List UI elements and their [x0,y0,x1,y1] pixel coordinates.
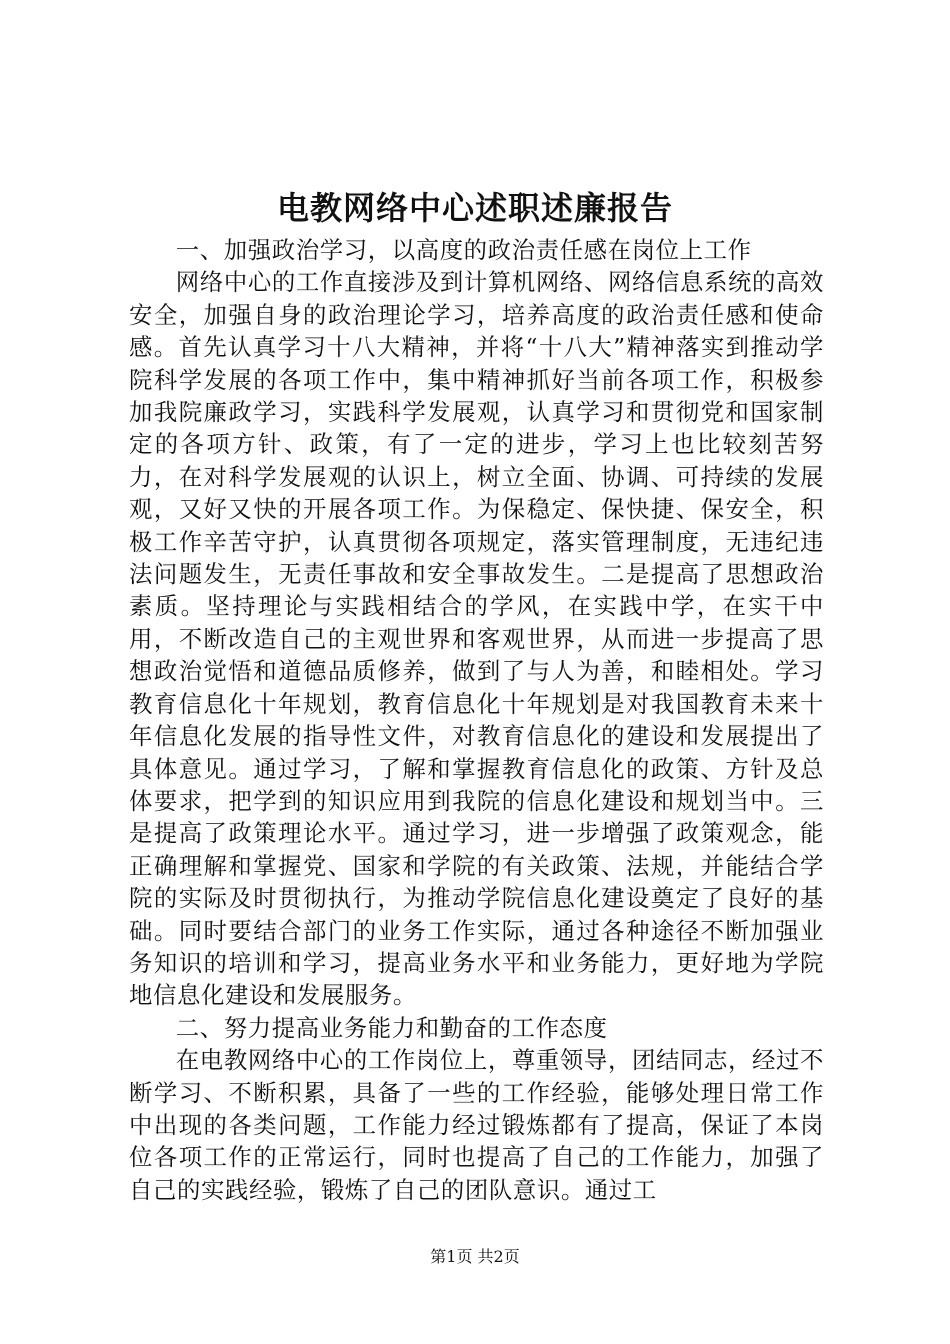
document-body [129,234,824,1206]
section-heading-1: 一、加强政治学习，以高度的政治责任感在岗位上工作 [175,236,752,264]
paragraph-2: 在电教网络中心的工作岗位上，尊重领导，团结同志，经过不断学习、不断积累，具备了一些的工作经验，能够处理日常工作中出现的各类问题，工作能力经过锻炼都有了提高，保证了本岗位各项工作的正常运行，同时也提高了自己的工作能力，加强了自己的实践经验，锻炼了自己的团队意识。通过工 [129,1046,824,1204]
page-number-footer: 第1页 共2页 [430,1247,520,1266]
paragraph-1: 网络中心的工作直接涉及到计算机网络、网络信息系统的高效安全，加强自身的政治理论学习，培养高度的政治责任感和使命感。首先认真学习十八大精神，并将“十八大”精神落实到推动学院科学发展的各项工作中，集中精神抓好当前各项工作，积极参加我院廉政学习，实践科学发展观，认真学习和贯彻党和国家制定的各项方针、政策，有了一定的进步，学习上也比较刻苦努力，在对科学发展观的认识上，树立全面、协调、可持续的发展观，又好又快的开展各项工作。为保稳定、保快捷、保安全，积极工作辛苦守护，认真贯彻各项规定，落实管理制度，无违纪违法问题发生，无责任事故和安全事故发生。二是提高了思想政治素质。坚持理论与实践相结合的学风，在实践中学，在实干中用，不断改造自己的主观世界和客观世界，从而进一步提高了思想政治觉悟和道德品质修养，做到了与人为善，和睦相处。学习教育信息化十年规划，教育信息化十年规划是对我国教育未来十年信息化发展的指导性文件，对教育信息化的建设和发展提出了具体意见。通过学习，了解和掌握教育信息化的政策、方针及总体要求，把学到的知识应用到我院的信息化建设和规划当中。三是提高了政策理论水平。通过学习，进一步增强了政策观念，能正确理解和掌握党、国家和学院的有关政策、法规，并能结合学院的实际及时贯彻执行，为推动学院信息化建设奠定了良好的基础。同时要结合部门的业务工作实际，通过各种途径不断加强业务知识的培训和学习，提高业务水平和业务能力，更好地为学院地信息化建设和发展服务。 [129,268,824,1010]
section-heading-2: 二、努力提高业务能力和勤奋的工作态度 [175,1013,608,1042]
page-title: 电教网络中心述职述廉报告 [276,189,673,227]
